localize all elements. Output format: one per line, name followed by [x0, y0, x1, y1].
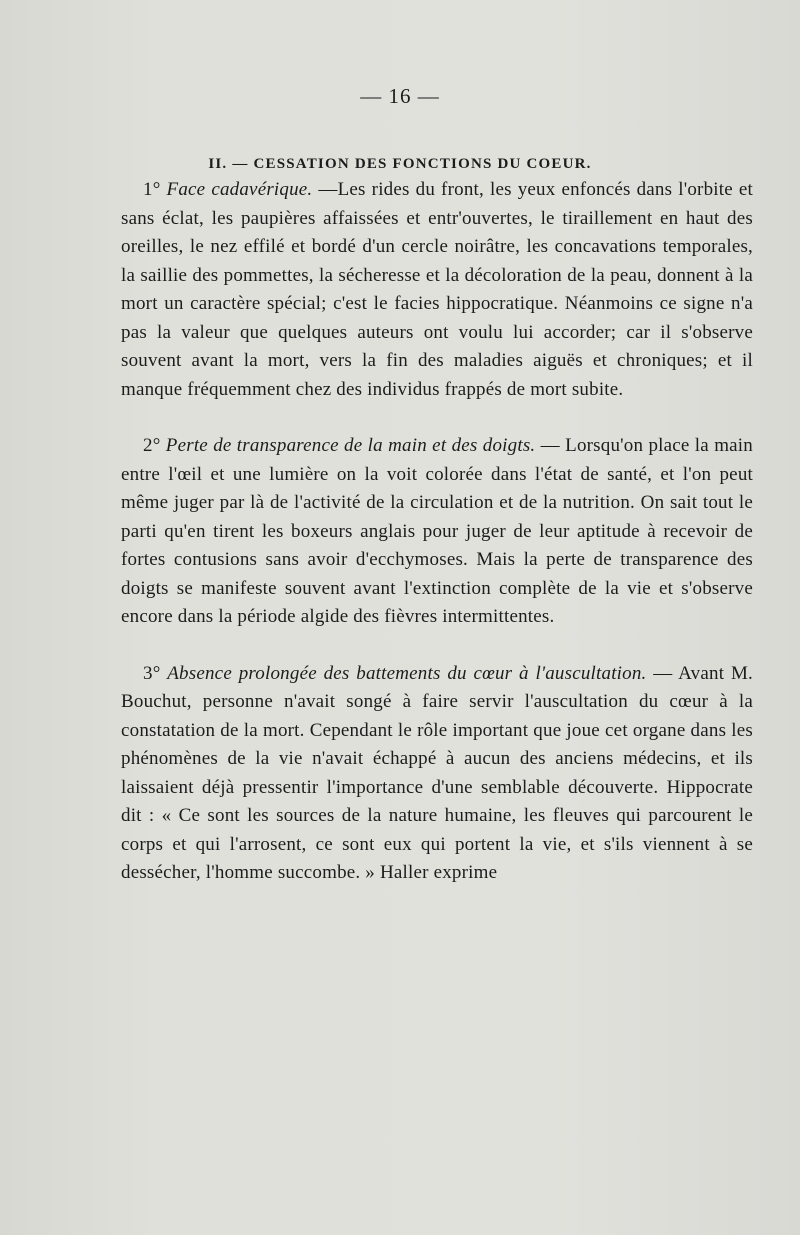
paragraph-text: —Les rides du front, les yeux enfoncés dans l'orbite et sans éclat, les paupières affaissées et entr'ouvertes, le tiraillement en haut des oreilles, le nez effilé et bordé d'un cercle noirâtre, les concavations temporales, la saillie des pommettes, la sécheresse et la décoloration de la peau, donnent à la mort un caractère spécial; c'est le facies hippocratique. Néanmoins ce signe n'a pas la valeur que quelques auteurs ont voulu lui accorder; car il s'observe souvent avant la mort, vers la fin des maladies aiguës et chroniques; et il manque fréquemment chez des individus frappés de mort subite.	[121, 179, 754, 400]
paragraph-title: Perte de transparence de la main et des doigts.	[165, 435, 536, 456]
paragraph-title: Face cadavérique.	[166, 179, 313, 200]
paragraph-absence-battements	[121, 660, 753, 888]
paragraph-text: — Lorsqu'on place la main entre l'œil et une lumière on la voit colorée dans l'état de santé, et l'on peut même juger par là de l'activité de la circulation et de la nutrition. On sait tout le parti qu'en tirent les boxeurs anglais pour juger de leur aptitude à recevoir de fortes contusions sans avoir d'ecchymoses. Mais la perte de transparence des doigts se manifeste souvent avant l'extinction complète de la vie et s'observe encore dans la période algide des fièvres intermittentes.	[121, 435, 753, 627]
page-number: — 16 —	[360, 84, 440, 108]
paragraph-text: — Avant M. Bouchut, personne n'avait songé à faire servir l'auscultation du cœur à la constatation de la mort. Cependant le rôle important que joue cet organe dans les phénomènes de la vie n'avait échappé à aucun des anciens médecins, et ils laissaient déjà pressentir l'importance d'une semblable découverte. Hippocrate dit : « Ce sont les sources de la nature humaine, les fleuves qui parcourent le corps et qui l'arrosent, ce sont eux qui portent la vie, et s'ils viennent à se dessécher, l'homme succombe. » Haller exprime	[121, 662, 753, 883]
paragraph-number: 2°	[143, 435, 161, 456]
paragraph-perte-transparence	[121, 432, 753, 632]
paragraph-number: 1°	[143, 179, 161, 200]
paragraph-face-cadaverique	[121, 176, 753, 404]
paragraph-title: Absence prolongée des battements du cœur à l'auscultation.	[167, 662, 647, 684]
section-heading: II. — CESSATION DES FONCTIONS DU COEUR.	[208, 156, 592, 173]
body-text	[121, 176, 753, 888]
paragraph-number: 3°	[143, 662, 161, 684]
